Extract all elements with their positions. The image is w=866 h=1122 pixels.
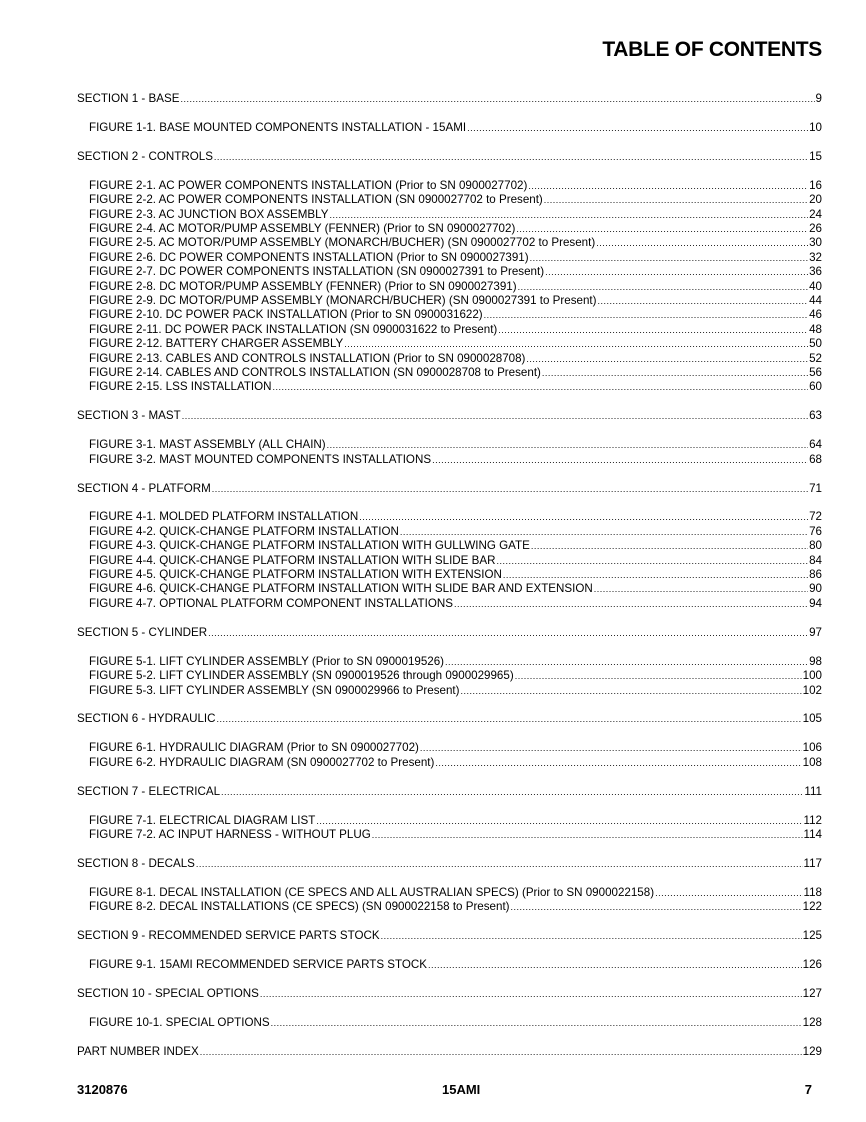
- entry-title: FIGURE 10-1. SPECIAL OPTIONS: [89, 1015, 270, 1029]
- entry-page-number: 64: [809, 438, 822, 452]
- entry-title: FIGURE 2-2. AC POWER COMPONENTS INSTALLATION (SN 0900027702 to Present): [89, 193, 543, 207]
- entry-page-number: 111: [804, 784, 822, 798]
- dot-leader: [196, 857, 803, 871]
- entry-title: SECTION 9 - RECOMMENDED SERVICE PARTS STOCK: [77, 929, 380, 943]
- entry-title: SECTION 6 - HYDRAULIC: [77, 712, 216, 726]
- spacer: [77, 424, 822, 439]
- toc-figure-entry[interactable]: [77, 814, 822, 828]
- dot-leader: [327, 438, 808, 452]
- entry-page-number: 127: [802, 986, 822, 1000]
- entry-title: FIGURE 4-6. QUICK-CHANGE PLATFORM INSTALLATION WITH SLIDE BAR AND EXTENSION: [89, 582, 593, 596]
- toc-figure-entry[interactable]: [77, 582, 822, 596]
- document-number: 3120876: [77, 1082, 128, 1097]
- entry-title: FIGURE 2-3. AC JUNCTION BOX ASSEMBLY: [89, 207, 329, 221]
- entry-page-number: 30: [809, 236, 822, 250]
- dot-leader: [400, 525, 808, 539]
- toc-figure-entry[interactable]: [77, 510, 822, 524]
- dot-leader: [180, 92, 814, 106]
- entry-title: FIGURE 3-2. MAST MOUNTED COMPONENTS INSTALLATIONS: [89, 452, 432, 466]
- spacer: [77, 467, 822, 482]
- entry-title: FIGURE 4-1. MOLDED PLATFORM INSTALLATION: [89, 510, 359, 524]
- spacer: [77, 135, 822, 150]
- toc-figure-entry[interactable]: [77, 741, 822, 755]
- dot-leader: [498, 323, 808, 337]
- toc-figure-entry[interactable]: [77, 323, 822, 337]
- toc-figure-entry[interactable]: [77, 208, 822, 222]
- entry-title: FIGURE 4-5. QUICK-CHANGE PLATFORM INSTALLATION WITH EXTENSION: [89, 568, 502, 582]
- page-number: 7: [804, 1082, 812, 1097]
- toc-figure-entry[interactable]: [77, 958, 822, 972]
- toc-figure-entry[interactable]: [77, 554, 822, 568]
- entry-page-number: 128: [802, 1015, 822, 1029]
- entry-title: FIGURE 5-1. LIFT CYLINDER ASSEMBLY (Prior to SN 0900019526): [89, 654, 445, 668]
- dot-leader: [329, 208, 808, 222]
- dot-leader: [461, 684, 802, 698]
- toc-section-entry[interactable]: [77, 857, 822, 871]
- entry-page-number: 71: [809, 481, 822, 495]
- entry-title: SECTION 10 - SPECIAL OPTIONS: [77, 986, 259, 1000]
- entry-page-number: 102: [802, 683, 822, 697]
- entry-page-number: 129: [802, 1044, 822, 1058]
- toc-section-entry[interactable]: [77, 785, 822, 799]
- toc-figure-entry[interactable]: [77, 352, 822, 366]
- toc-figure-entry[interactable]: [77, 193, 822, 207]
- entry-page-number: 63: [809, 409, 822, 423]
- entry-title: FIGURE 2-9. DC MOTOR/PUMP ASSEMBLY (MONARCH/BUCHER) (SN 0900027391 to Present): [89, 293, 597, 307]
- entry-title: FIGURE 2-14. CABLES AND CONTROLS INSTALLATION (SN 0900028708 to Present): [89, 366, 541, 379]
- entry-page-number: 125: [802, 929, 822, 943]
- entry-title: FIGURE 1-1. BASE MOUNTED COMPONENTS INSTALLATION - 15AMI: [89, 120, 467, 134]
- entry-title: SECTION 2 - CONTROLS: [77, 149, 213, 163]
- dot-leader: [454, 597, 808, 611]
- dot-leader: [260, 987, 802, 1001]
- entry-page-number: 84: [809, 553, 822, 567]
- toc-figure-entry[interactable]: [77, 886, 822, 900]
- entry-page-number: 10: [809, 120, 822, 134]
- entry-page-number: 36: [809, 265, 822, 279]
- dot-leader: [372, 828, 803, 842]
- entry-page-number: 72: [809, 510, 822, 524]
- entry-page-number: 50: [809, 337, 822, 351]
- spacer: [77, 842, 822, 857]
- entry-page-number: 76: [809, 524, 822, 538]
- dot-leader: [467, 121, 808, 135]
- dot-leader: [221, 785, 803, 799]
- entry-title: FIGURE 2-1. AC POWER COMPONENTS INSTALLATION (Prior to SN 0900027702): [89, 178, 528, 192]
- toc-section-entry[interactable]: [77, 929, 822, 943]
- toc-figure-entry[interactable]: [77, 756, 822, 770]
- spacer: [77, 799, 822, 814]
- entry-title: SECTION 3 - MAST: [77, 409, 181, 423]
- dot-leader: [217, 712, 802, 726]
- entry-title: FIGURE 2-8. DC MOTOR/PUMP ASSEMBLY (FENNER) (Prior to SN 0900027391): [89, 279, 517, 293]
- entry-title: FIGURE 2-12. BATTERY CHARGER ASSEMBLY: [89, 337, 344, 351]
- dot-leader: [597, 294, 808, 308]
- entry-title: FIGURE 4-4. QUICK-CHANGE PLATFORM INSTALLATION WITH SLIDE BAR: [89, 553, 496, 567]
- entry-page-number: 40: [809, 279, 822, 293]
- entry-title: FIGURE 9-1. 15AMI RECOMMENDED SERVICE PARTS STOCK: [89, 957, 428, 971]
- entry-page-number: 15: [809, 149, 822, 163]
- entry-page-number: 86: [809, 568, 822, 582]
- entry-title: FIGURE 6-2. HYDRAULIC DIAGRAM (SN 0900027702 to Present): [89, 755, 435, 769]
- entry-title: SECTION 1 - BASE: [77, 92, 180, 105]
- spacer: [77, 871, 822, 886]
- dot-leader: [316, 814, 802, 828]
- dot-leader: [594, 582, 808, 596]
- toc-figure-entry[interactable]: [77, 525, 822, 539]
- spacer: [77, 611, 822, 626]
- toc-figure-entry[interactable]: [77, 684, 822, 698]
- spacer: [77, 1030, 822, 1045]
- dot-leader: [271, 1016, 802, 1030]
- entry-page-number: 122: [802, 900, 822, 914]
- entry-page-number: 26: [809, 221, 822, 235]
- toc-figure-entry[interactable]: [77, 121, 822, 135]
- entry-title: FIGURE 2-4. AC MOTOR/PUMP ASSEMBLY (FENNER) (Prior to SN 0900027702): [89, 221, 516, 235]
- entry-title: FIGURE 7-2. AC INPUT HARNESS - WITHOUT PLUG: [89, 827, 371, 841]
- dot-leader: [518, 280, 809, 294]
- entry-page-number: 90: [809, 582, 822, 596]
- toc-figure-entry[interactable]: [77, 597, 822, 611]
- dot-leader: [182, 409, 808, 423]
- toc-figure-entry[interactable]: [77, 308, 822, 322]
- toc-figure-entry[interactable]: [77, 251, 822, 265]
- toc-figure-entry[interactable]: [77, 280, 822, 294]
- entry-page-number: 80: [809, 539, 822, 553]
- page-footer: [77, 1082, 812, 1100]
- entry-title: FIGURE 4-7. OPTIONAL PLATFORM COMPONENT INSTALLATIONS: [89, 596, 453, 610]
- entry-page-number: 106: [802, 741, 822, 755]
- toc-figure-entry[interactable]: [77, 539, 822, 553]
- entry-title: FIGURE 8-1. DECAL INSTALLATION (CE SPECS AND ALL AUSTRALIAN SPECS) (Prior to SN 0900022158): [89, 885, 655, 899]
- entry-page-number: 48: [809, 322, 822, 336]
- entry-title: FIGURE 7-1. ELECTRICAL DIAGRAM LIST: [89, 813, 316, 827]
- dot-leader: [200, 1045, 802, 1059]
- dot-leader: [428, 958, 802, 972]
- entry-title: FIGURE 2-11. DC POWER PACK INSTALLATION (SN 0900031622 to Present): [89, 322, 498, 336]
- table-of-contents: [77, 92, 822, 1059]
- entry-title: FIGURE 5-2. LIFT CYLINDER ASSEMBLY (SN 0900019526 through 0900029965): [89, 669, 514, 683]
- dot-leader: [511, 900, 802, 914]
- entry-page-number: 94: [809, 596, 822, 610]
- entry-title: FIGURE 2-5. AC MOTOR/PUMP ASSEMBLY (MONARCH/BUCHER) (SN 0900027702 to Present): [89, 236, 596, 250]
- dot-leader: [359, 510, 808, 524]
- spacer: [77, 106, 822, 121]
- toc-section-entry[interactable]: [77, 150, 822, 164]
- entry-page-number: 100: [802, 669, 822, 683]
- toc-figure-entry[interactable]: [77, 438, 822, 452]
- dot-leader: [496, 554, 808, 568]
- toc-figure-entry[interactable]: [77, 453, 822, 467]
- toc-figure-entry[interactable]: [77, 380, 822, 394]
- toc-section-entry[interactable]: [77, 482, 822, 496]
- spacer: [77, 770, 822, 785]
- dot-leader: [528, 179, 808, 193]
- toc-section-entry[interactable]: [77, 987, 822, 1001]
- entry-title: FIGURE 5-3. LIFT CYLINDER ASSEMBLY (SN 0900029966 to Present): [89, 683, 460, 697]
- dot-leader: [273, 380, 809, 394]
- spacer: [77, 1001, 822, 1016]
- spacer: [77, 727, 822, 742]
- dot-leader: [435, 756, 801, 770]
- toc-figure-entry[interactable]: [77, 265, 822, 279]
- entry-title: SECTION 7 - ELECTRICAL: [77, 784, 221, 798]
- toc-section-entry[interactable]: [77, 409, 822, 423]
- spacer: [77, 943, 822, 958]
- dot-leader: [596, 236, 808, 250]
- entry-page-number: 117: [803, 856, 822, 870]
- toc-figure-entry[interactable]: [77, 236, 822, 250]
- dot-leader: [542, 366, 808, 380]
- entry-title: FIGURE 2-7. DC POWER COMPONENTS INSTALLATION (SN 0900027391 to Present): [89, 265, 545, 279]
- entry-page-number: 97: [809, 625, 822, 639]
- toc-figure-entry[interactable]: [77, 669, 822, 683]
- entry-page-number: 56: [809, 366, 822, 379]
- entry-page-number: 126: [802, 957, 822, 971]
- entry-page-number: 9: [815, 92, 822, 105]
- entry-title: FIGURE 4-2. QUICK-CHANGE PLATFORM INSTALLATION: [89, 524, 399, 538]
- toc-section-entry[interactable]: [77, 626, 822, 640]
- entry-title: FIGURE 6-1. HYDRAULIC DIAGRAM (Prior to SN 0900027702): [89, 741, 419, 755]
- toc-figure-entry[interactable]: [77, 222, 822, 236]
- entry-page-number: 118: [803, 885, 822, 899]
- dot-leader: [445, 655, 808, 669]
- entry-title: FIGURE 2-13. CABLES AND CONTROLS INSTALLATION (Prior to SN 0900028708): [89, 351, 526, 365]
- entry-title: FIGURE 2-15. LSS INSTALLATION: [89, 380, 272, 394]
- dot-leader: [212, 482, 808, 496]
- spacer: [77, 640, 822, 655]
- toc-section-entry[interactable]: [77, 712, 822, 726]
- entry-page-number: 16: [809, 178, 822, 192]
- toc-section-entry[interactable]: [77, 1045, 822, 1059]
- toc-figure-entry[interactable]: [77, 337, 822, 351]
- dot-leader: [432, 453, 808, 467]
- toc-figure-entry[interactable]: [77, 655, 822, 669]
- spacer: [77, 164, 822, 179]
- toc-figure-entry[interactable]: [77, 1016, 822, 1030]
- entry-page-number: 24: [809, 207, 822, 221]
- dot-leader: [516, 222, 808, 236]
- spacer: [77, 698, 822, 713]
- toc-figure-entry[interactable]: [77, 828, 822, 842]
- spacer: [77, 915, 822, 930]
- spacer: [77, 972, 822, 987]
- entry-page-number: 60: [809, 380, 822, 394]
- entry-title: FIGURE 4-3. QUICK-CHANGE PLATFORM INSTALLATION WITH GULLWING GATE: [89, 539, 530, 553]
- model-name: 15AMI: [442, 1082, 481, 1097]
- entry-page-number: 108: [802, 755, 822, 769]
- dot-leader: [484, 308, 808, 322]
- entry-title: SECTION 8 - DECALS: [77, 856, 195, 870]
- entry-page-number: 114: [803, 827, 822, 841]
- dot-leader: [531, 539, 808, 553]
- spacer: [77, 496, 822, 511]
- dot-leader: [420, 741, 802, 755]
- entry-page-number: 98: [809, 654, 822, 668]
- toc-figure-entry[interactable]: [77, 568, 822, 582]
- dot-leader: [530, 251, 808, 265]
- toc-figure-entry[interactable]: [77, 366, 822, 380]
- entry-title: FIGURE 8-2. DECAL INSTALLATIONS (CE SPECS) (SN 0900022158 to Present): [89, 900, 510, 914]
- dot-leader: [515, 669, 802, 683]
- entry-page-number: 44: [809, 293, 822, 307]
- dot-leader: [545, 265, 808, 279]
- toc-figure-entry[interactable]: [77, 900, 822, 914]
- entry-title: FIGURE 2-10. DC POWER PACK INSTALLATION (Prior to SN 0900031622): [89, 308, 483, 322]
- toc-figure-entry[interactable]: [77, 294, 822, 308]
- entry-title: FIGURE 3-1. MAST ASSEMBLY (ALL CHAIN): [89, 438, 326, 452]
- spacer: [77, 395, 822, 410]
- dot-leader: [655, 886, 802, 900]
- entry-page-number: 52: [809, 351, 822, 365]
- dot-leader: [526, 352, 808, 366]
- entry-page-number: 68: [809, 452, 822, 466]
- entry-page-number: 105: [802, 712, 822, 726]
- entry-page-number: 46: [809, 308, 822, 322]
- toc-figure-entry[interactable]: [77, 179, 822, 193]
- entry-page-number: 112: [803, 813, 822, 827]
- dot-leader: [381, 929, 802, 943]
- dot-leader: [544, 193, 808, 207]
- dot-leader: [503, 568, 808, 582]
- entry-title: PART NUMBER INDEX: [77, 1044, 199, 1058]
- entry-title: SECTION 4 - PLATFORM: [77, 481, 211, 495]
- entry-title: SECTION 5 - CYLINDER: [77, 625, 208, 639]
- dot-leader: [208, 626, 808, 640]
- dot-leader: [344, 337, 808, 351]
- toc-section-entry[interactable]: [77, 92, 822, 106]
- entry-title: FIGURE 2-6. DC POWER COMPONENTS INSTALLATION (Prior to SN 0900027391): [89, 250, 529, 264]
- entry-page-number: 20: [809, 193, 822, 207]
- entry-page-number: 32: [809, 250, 822, 264]
- page-title: TABLE OF CONTENTS: [602, 38, 822, 61]
- dot-leader: [214, 150, 808, 164]
